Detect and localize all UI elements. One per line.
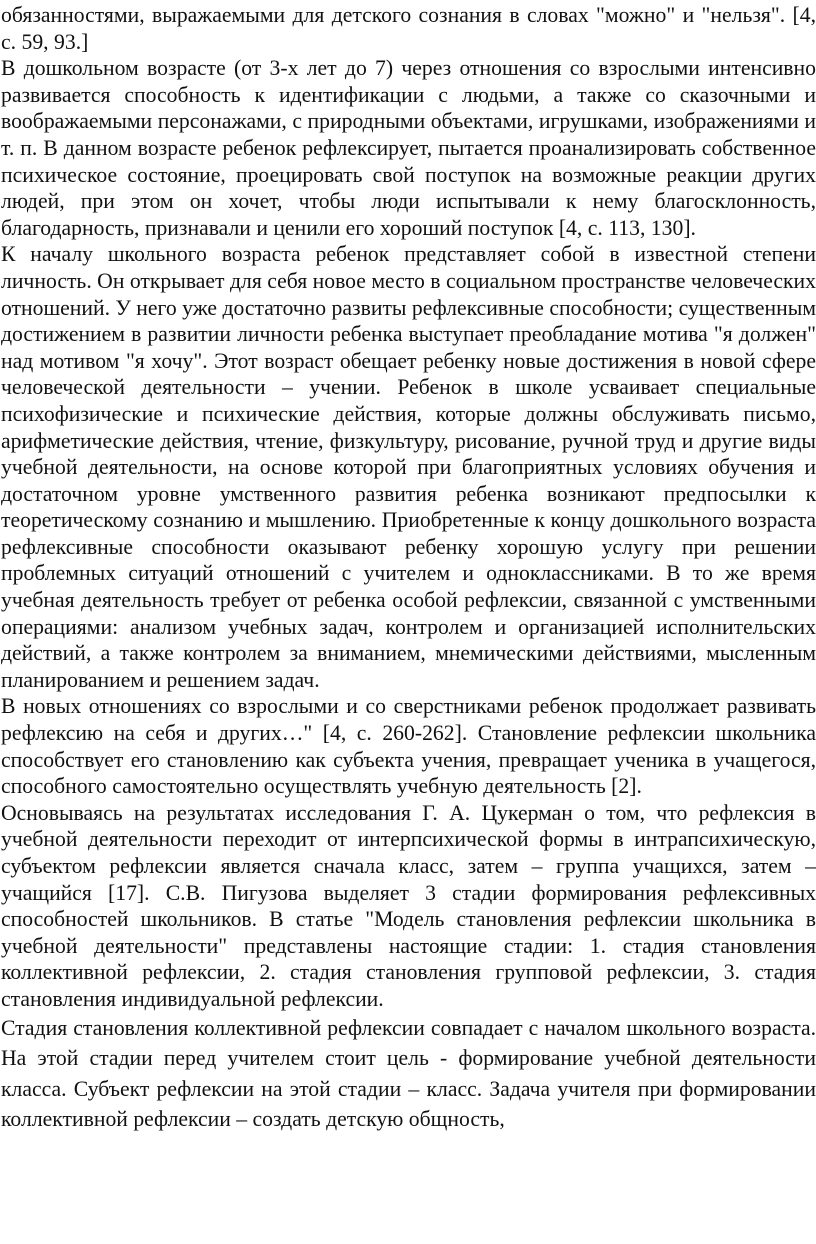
paragraph-3: К началу школьного возраста ребенок представляет собой в известной степени личность. Он открывает для себя новое место в социальном пространстве человеческих отношений. У него уже достаточно развиты рефлексивные способности; существенным достижением в развитии личности ребенка выступает преобладание мотива "я должен" над мотивом "я хочу". Этот возраст обещает ребенку новые достижения в новой сфере человеческой деятельности – учении. Ребенок в школе усваивает специальные психофизические и психические действия, которые должны обслуживать письмо, арифметические действия, чтение, физкультуру, рисование, ручной труд и другие виды учебной деятельности, на основе которой при благоприятных условиях обучения и достаточном уровне умственного развития ребенка возникают предпосылки к теоретическому сознанию и мышлению. Приобретенные к концу дошкольного возраста рефлексивные способности оказывают ребенку хорошую услугу при решении проблемных ситуаций отношений с учителем и одноклассниками. В то же время учебная деятельность требует от ребенка особой рефлексии, связанной с умственными операциями: анализом учебных задач, контролем и организацией исполнительских действий, а также контролем за вниманием, мнемическими действиями, мысленным планированием и решением задач.: [1, 242, 816, 692]
paragraph-2: В дошкольном возрасте (от 3-х лет до 7) через отношения со взрослыми интенсивно развивается способность к идентификации с людьми, а также со сказочными и воображаемыми персонажами, с природными объектами, игрушками, изображениями и т. п. В данном возрасте ребенок рефлексирует, пытается проанализировать собственное психическое состояние, проецировать свой поступок на возможные реакции других людей, при этом он хочет, чтобы люди испытывали к нему благосклонность, благодарность, признавали и ценили его хороший поступок [4, с. 113, 130].: [1, 56, 816, 240]
paragraph-5: Основываясь на результатах исследования Г. А. Цукерман о том, что рефлексия в учебной деятельности переходит от интерпсихической формы в интрапсихическую, субъектом рефлексии является сначала класс, затем – группа учащихся, затем – учащийся [17]. С.В. Пигузова выделяет 3 стадии формирования рефлексивных способностей школьников. В статье "Модель становления рефлексии школьника в учебной деятельности" представлены настоящие стадии: 1. стадия становления коллективной рефлексии, 2. стадия становления групповой рефлексии, 3. стадия становления индивидуальной рефлексии.: [1, 800, 816, 1011]
paragraph-1: обязанностями, выражаемыми для детского сознания в словах "можно" и "нельзя". [4, с. 59, 93.]: [1, 3, 816, 54]
document-page: [0, 2, 816, 1135]
paragraph-4: В новых отношениях со взрослыми и со сверстниками ребенок продолжает развивать рефлексию на себя и других…" [4, с. 260-262]. Становление рефлексии школьника способствует его становлению как субъекта учения, превращает ученика в учащегося, способного самостоятельно осуществлять учебную деятельность [2].: [1, 694, 816, 799]
paragraph-6: Стадия становления коллективной рефлексии совпадает с началом школьного возраста. На этой стадии перед учителем стоит цель - формирование учебной деятельности класса. Субъект рефлексии на этой стадии – класс. Задача учителя при формировании коллективной рефлексии – создать детскую общность,: [1, 1015, 816, 1132]
